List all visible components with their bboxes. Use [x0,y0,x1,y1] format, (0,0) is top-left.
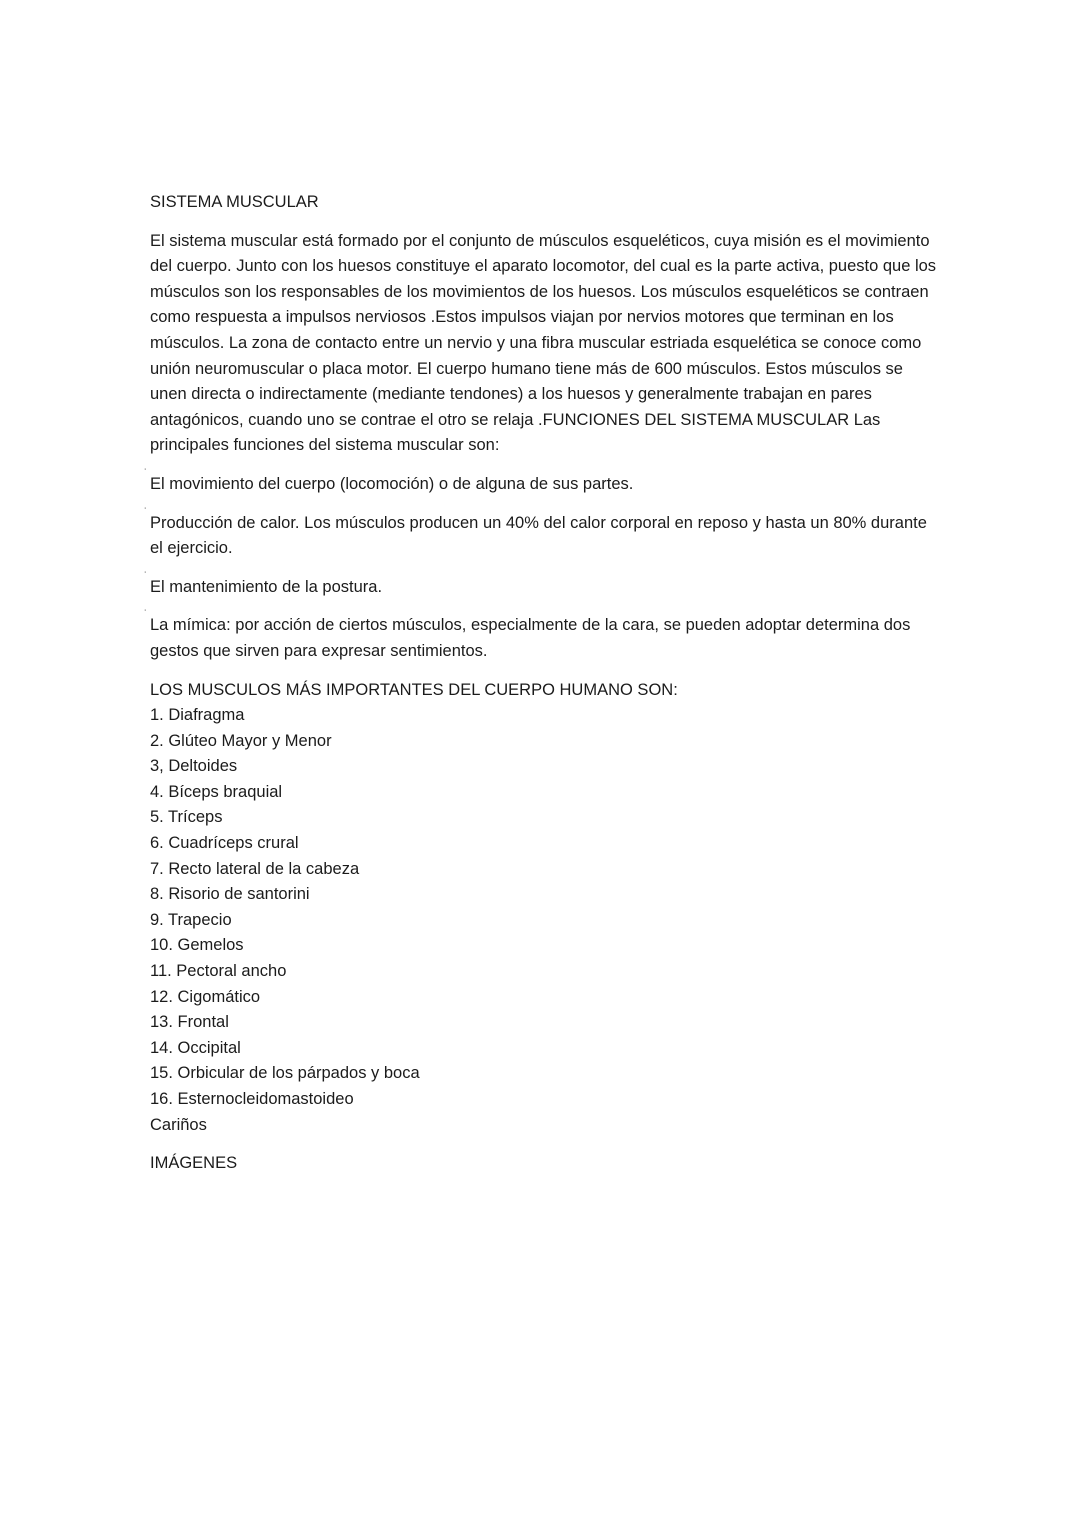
function-item [144,570,940,601]
bullet-icon: ˙ [144,506,148,518]
list-item: 7. Recto lateral de la cabeza [150,859,360,878]
list-item: 13. Frontal [150,1013,229,1032]
list-item: 2. Glúteo Mayor y Menor [150,731,332,750]
list-item: 3, Deltoides [150,757,238,776]
function-text: La mímica: por acción de ciertos músculos, especialmente de la cara, se pueden adoptar determina dos gestos que sirven para expresar sentimientos. [150,616,911,660]
bullet-icon: ˙ [144,570,148,582]
list-item: 9. Trapecio [150,910,232,929]
list-item: 14. Occipital [150,1038,241,1057]
list-item: 6. Cuadríceps crural [150,834,299,853]
list-item: 8. Risorio de santorini [150,885,310,904]
function-item [144,609,940,664]
function-text: El movimiento del cuerpo (locomoción) o de alguna de sus partes. [150,474,634,493]
list-item: 5. Tríceps [150,808,223,827]
muscles-list [150,703,940,1113]
images-heading: IMÁGENES [150,1154,238,1173]
document-title: SISTEMA MUSCULAR [150,193,319,211]
list-item: 15. Orbicular de los párpados y boca [150,1064,420,1083]
list-item: 10. Gemelos [150,936,244,955]
closing-text: Cariños [150,1115,207,1134]
list-item: 4. Bíceps braquial [150,782,283,801]
document-page [144,190,940,1177]
bullet-icon: ˙ [144,467,148,479]
list-item: 11. Pectoral ancho [150,962,287,981]
muscles-heading: LOS MUSCULOS MÁS IMPORTANTES DEL CUERPO HUMANO SON: [150,680,678,699]
bullet-icon: ˙ [144,609,148,621]
function-text: Producción de calor. Los músculos producen un 40% del calor corporal en reposo y hasta un 80% durante el ejercicio. [150,513,927,558]
list-item: 1. Diafragma [150,706,245,725]
list-item: 16. Esternocleidomastoideo [150,1090,354,1108]
intro-paragraph: El sistema muscular está formado por el conjunto de músculos esqueléticos, cuya misión es el movimiento del cuerpo. Junto con los huesos constituye el aparato locomotor, del cual es la parte activa, puesto que los músculos son los responsables de los movimientos de los huesos. Los músculos esqueléticos se contraen como respuesta a impulsos nerviosos .Estos impulsos viajan por nervios motores que terminan en los músculos. La zona de contacto entre un nervio y una fibra muscular estriada esquelética se conoce como unión neuromuscular o placa motor. El cuerpo humano tiene más de 600 músculos. Estos músculos se unen directa o indirectamente (mediante tendones) a los huesos y generalmente trabajan en pares antagónicos, cuando uno se contrae el otro se relaja .FUNCIONES DEL SISTEMA MUSCULAR Las principales funciones del sistema muscular son: [150,231,937,455]
function-text: El mantenimiento de la postura. [150,577,383,596]
list-item: 12. Cigomático [150,987,261,1006]
function-item [144,506,940,562]
function-item [144,467,940,498]
